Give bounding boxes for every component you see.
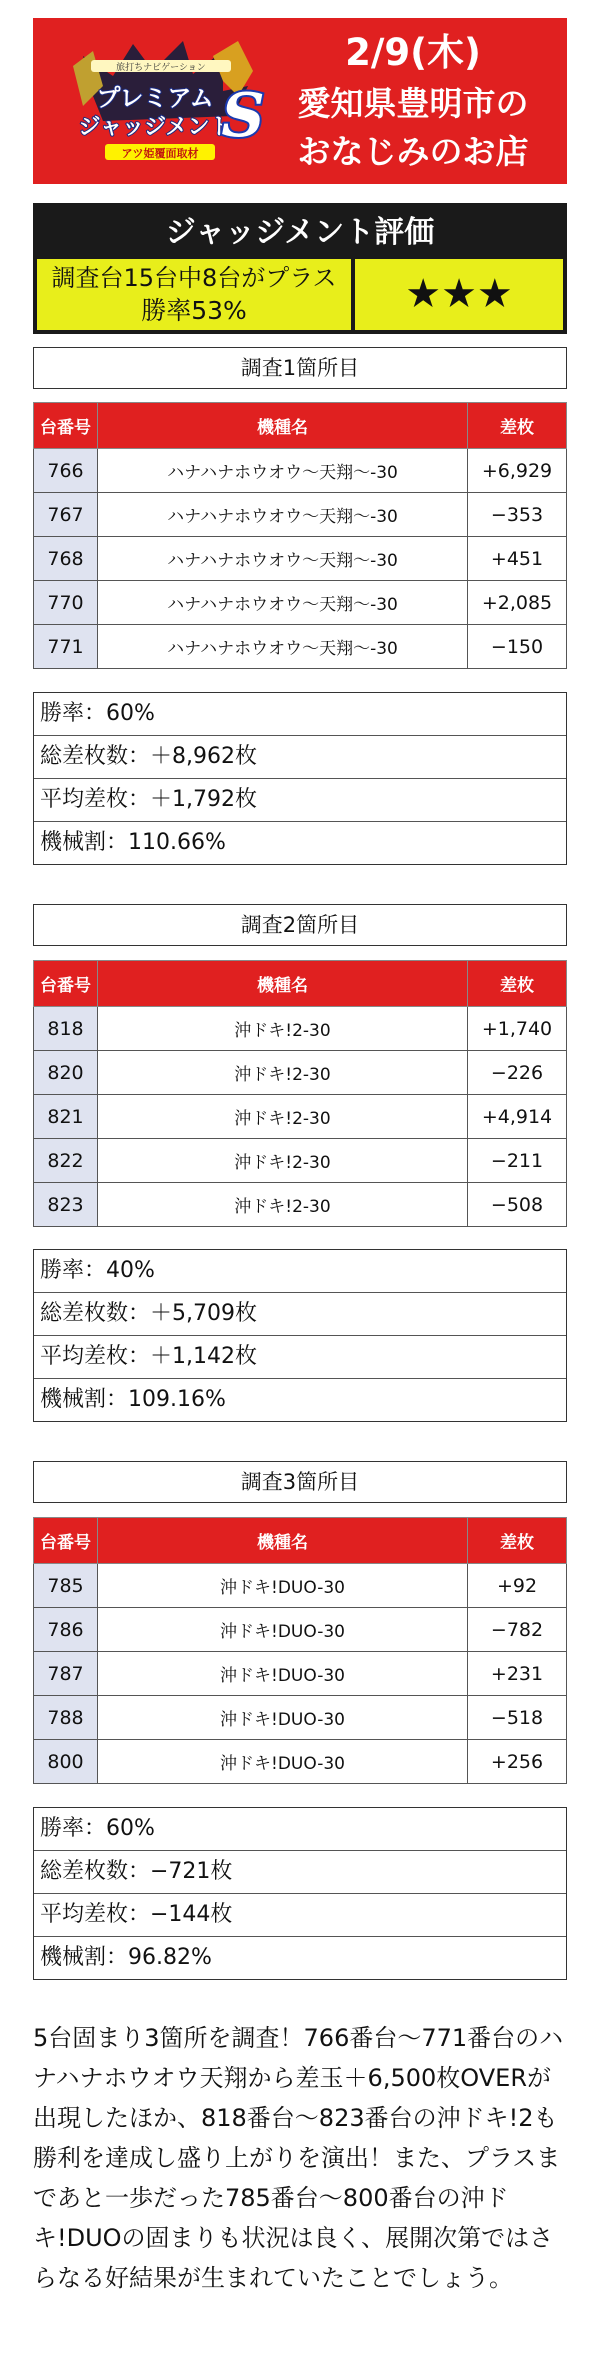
table-row <box>34 1183 567 1227</box>
coin-diff: +2,085 <box>468 581 567 625</box>
coin-diff: −508 <box>468 1183 567 1227</box>
header-diff: 差枚 <box>468 1518 567 1564</box>
header-diff: 差枚 <box>468 403 567 449</box>
section-1-title: 調査1箇所目 <box>33 347 567 389</box>
table-row <box>34 1139 567 1183</box>
header-diff: 差枚 <box>468 961 567 1007</box>
machine-model: ハナハナホウオウ〜天翔〜-30 <box>98 449 468 493</box>
table-row <box>34 1740 567 1784</box>
table-row <box>34 1095 567 1139</box>
coin-diff: +256 <box>468 1740 567 1784</box>
machine-model: 沖ドキ!DUO-30 <box>98 1652 468 1696</box>
machine-model: ハナハナホウオウ〜天翔〜-30 <box>98 493 468 537</box>
table-row <box>34 493 567 537</box>
coin-diff: −782 <box>468 1608 567 1652</box>
premium-judgment-logo <box>63 36 269 168</box>
stat-total-diff: 総差枚数：＋5,709枚 <box>34 1292 566 1335</box>
machine-no: 823 <box>34 1183 98 1227</box>
evaluation-title: ジャッジメント評価 <box>165 215 435 250</box>
header-model: 機種名 <box>98 1518 468 1564</box>
header-machine-no: 台番号 <box>34 1518 98 1564</box>
machine-no: 785 <box>34 1564 98 1608</box>
coin-diff: +451 <box>468 537 567 581</box>
machine-no: 771 <box>34 625 98 669</box>
coin-diff: −353 <box>468 493 567 537</box>
header-banner <box>33 18 567 184</box>
stat-payout-rate: 機械割：110.66% <box>34 821 566 864</box>
machine-model: 沖ドキ!2-30 <box>98 1051 468 1095</box>
machine-model: 沖ドキ!DUO-30 <box>98 1608 468 1652</box>
section-3-stats <box>33 1807 567 1980</box>
machine-model: 沖ドキ!DUO-30 <box>98 1696 468 1740</box>
table-row <box>34 1564 567 1608</box>
location-title <box>268 80 558 176</box>
evaluation-summary <box>37 259 351 330</box>
svg-text:アツ姫覆面取材: アツ姫覆面取材 <box>121 147 199 160</box>
table-row <box>34 625 567 669</box>
machine-no: 787 <box>34 1652 98 1696</box>
coin-diff: +231 <box>468 1652 567 1696</box>
evaluation-summary-line1: 調査台15台中8台がプラス <box>51 264 337 292</box>
coin-diff: +4,914 <box>468 1095 567 1139</box>
machine-model: 沖ドキ!DUO-30 <box>98 1740 468 1784</box>
table-row <box>34 1652 567 1696</box>
stat-win-rate: 勝率：60% <box>40 701 155 726</box>
machine-no: 766 <box>34 449 98 493</box>
date-title: 2/9(木) <box>345 31 481 74</box>
machine-no: 788 <box>34 1696 98 1740</box>
table-row <box>34 1007 567 1051</box>
machine-model: 沖ドキ!2-30 <box>98 1095 468 1139</box>
svg-text:ジャッジメント: ジャッジメント <box>78 115 232 140</box>
machine-model: 沖ドキ!2-30 <box>98 1139 468 1183</box>
table-row <box>34 581 567 625</box>
machine-model: 沖ドキ!2-30 <box>98 1183 468 1227</box>
coin-diff: −211 <box>468 1139 567 1183</box>
summary-comment: 5台固まり3箇所を調査！766番台〜771番台のハナハナホウオウ天翔から差玉＋6,500枚OVERが出現したほか、818番台〜823番台の沖ドキ!2も勝利を達成し盛り上がりを演出！また、プラスまであと一歩だった785番台〜800番台の沖ドキ!DUOの固まりも状況は良く、展開次第ではさらなる好結果が生まれていたことでしょう。 <box>33 2024 564 2292</box>
header-machine-no: 台番号 <box>34 961 98 1007</box>
header-model: 機種名 <box>98 961 468 1007</box>
coin-diff: −226 <box>468 1051 567 1095</box>
machine-model: 沖ドキ!2-30 <box>98 1007 468 1051</box>
header-machine-no: 台番号 <box>34 403 98 449</box>
coin-diff: +92 <box>468 1564 567 1608</box>
evaluation-win-rate: 勝率53% <box>141 296 247 325</box>
section-2-stats <box>33 1249 567 1422</box>
stat-average-diff: 平均差枚：−144枚 <box>34 1893 566 1936</box>
stat-win-rate: 勝率：40% <box>40 1258 155 1283</box>
coin-diff: +1,740 <box>468 1007 567 1051</box>
location-line2: おなじみのお店 <box>297 132 529 171</box>
machine-no: 767 <box>34 493 98 537</box>
machine-model: ハナハナホウオウ〜天翔〜-30 <box>98 581 468 625</box>
table-row <box>34 537 567 581</box>
header-model: 機種名 <box>98 403 468 449</box>
stat-payout-rate: 機械割：109.16% <box>34 1378 566 1421</box>
stat-payout-rate: 機械割：96.82% <box>34 1936 566 1979</box>
section-3-title: 調査3箇所目 <box>33 1461 567 1503</box>
machine-no: 820 <box>34 1051 98 1095</box>
svg-text:S: S <box>221 81 265 151</box>
stat-total-diff: 総差枚数：＋8,962枚 <box>34 735 566 778</box>
machine-model: ハナハナホウオウ〜天翔〜-30 <box>98 537 468 581</box>
location-line1: 愛知県豊明市の <box>297 84 529 123</box>
stat-average-diff: 平均差枚：＋1,792枚 <box>34 778 566 821</box>
stat-win-rate: 勝率：60% <box>40 1816 155 1841</box>
coin-diff: +6,929 <box>468 449 567 493</box>
section-2-title: 調査2箇所目 <box>33 904 567 946</box>
section-2-table <box>33 960 567 1227</box>
machine-model: ハナハナホウオウ〜天翔〜-30 <box>98 625 468 669</box>
stat-total-diff: 総差枚数：−721枚 <box>34 1850 566 1893</box>
machine-no: 768 <box>34 537 98 581</box>
table-row <box>34 1696 567 1740</box>
machine-no: 822 <box>34 1139 98 1183</box>
table-row <box>34 1051 567 1095</box>
evaluation-stars: ★★★ <box>355 259 563 330</box>
judgment-evaluation <box>33 203 567 334</box>
machine-no: 786 <box>34 1608 98 1652</box>
coin-diff: −518 <box>468 1696 567 1740</box>
coin-diff: −150 <box>468 625 567 669</box>
section-1-table <box>33 402 567 669</box>
machine-no: 821 <box>34 1095 98 1139</box>
table-row <box>34 449 567 493</box>
svg-text:旅打ちナビゲーション: 旅打ちナビゲーション <box>116 63 206 73</box>
svg-text:プレミアム: プレミアム <box>96 84 214 112</box>
machine-no: 770 <box>34 581 98 625</box>
machine-no: 800 <box>34 1740 98 1784</box>
machine-model: 沖ドキ!DUO-30 <box>98 1564 468 1608</box>
machine-no: 818 <box>34 1007 98 1051</box>
stat-average-diff: 平均差枚：＋1,142枚 <box>34 1335 566 1378</box>
table-row <box>34 1608 567 1652</box>
section-3-table <box>33 1517 567 1784</box>
section-1-stats <box>33 692 567 865</box>
